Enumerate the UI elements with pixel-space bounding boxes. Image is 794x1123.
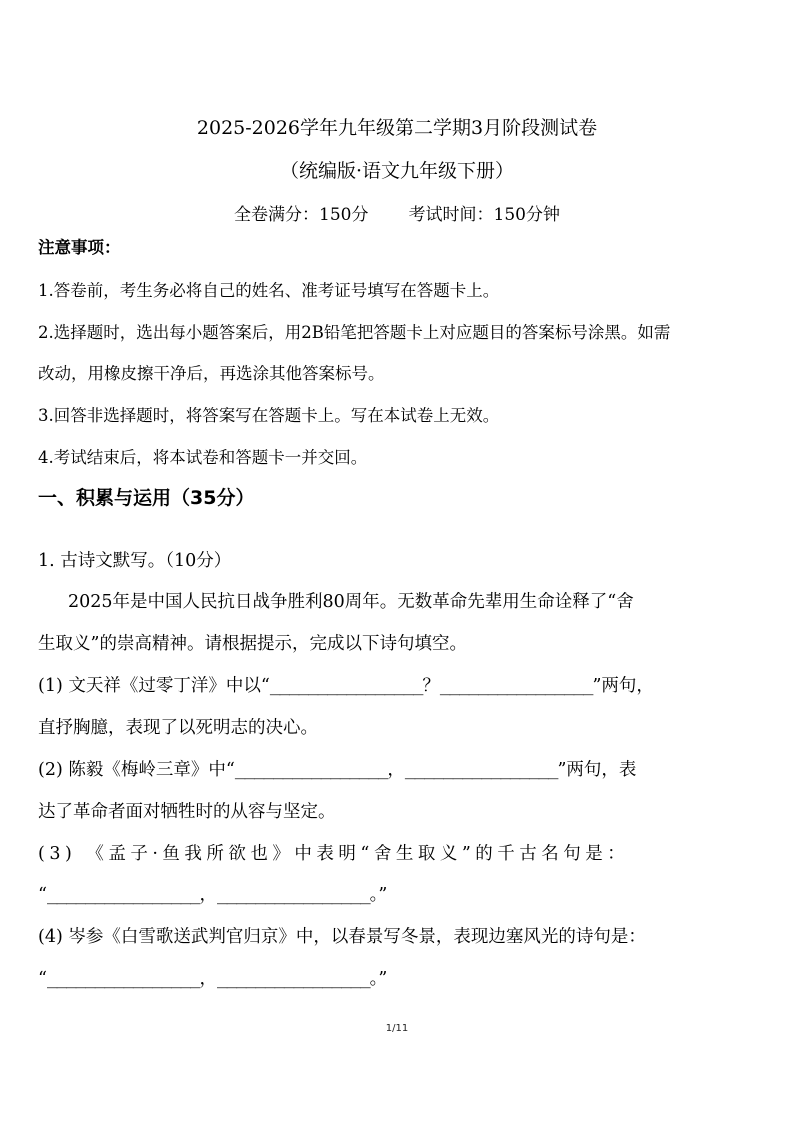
question-1-sub-2 xyxy=(38,757,758,783)
page-number: 1/11 xyxy=(385,1023,409,1034)
question-1-sub-3-answer xyxy=(38,882,758,908)
answer-blank[interactable]: ________________ xyxy=(439,676,593,696)
sub-2-mid: ， xyxy=(387,760,405,780)
question-1-title: 1. 古诗文默写。（10分） xyxy=(38,551,232,571)
sub-3-mid: ， xyxy=(199,885,218,905)
sub-2-suffix: ”两句，表 xyxy=(557,760,637,780)
answer-blank[interactable]: ________________ xyxy=(46,969,200,989)
full-score: 全卷满分：150分 xyxy=(234,205,369,225)
notice-item-4: 4.考试结束后，将本试卷和答题卡一并交回。 xyxy=(38,448,368,467)
sub-3-open-quote: “ xyxy=(38,885,47,905)
question-1-intro-line-2: 生取义”的崇高精神。请根据提示，完成以下诗句填空。 xyxy=(38,634,467,654)
sub-4-mid: ， xyxy=(199,969,218,989)
answer-blank[interactable]: ________________ xyxy=(217,885,370,905)
sub-1-mid: ？ xyxy=(422,676,440,696)
exam-time: 考试时间：150分钟 xyxy=(408,205,560,225)
exam-title: 2025-2026学年九年级第二学期3月阶段测试卷 xyxy=(196,117,598,139)
exam-meta xyxy=(0,202,794,228)
question-1-sub-1 xyxy=(38,673,758,699)
sub-4-open-quote: “ xyxy=(38,969,47,989)
answer-blank[interactable]: ________________ xyxy=(217,969,370,989)
question-1-sub-4-answer xyxy=(38,966,758,992)
question-1-intro-line-1: 2025年是中国人民抗日战争胜利80周年。无数革命先辈用生命诠释了“舍 xyxy=(68,592,634,612)
sub-1-prefix: (1) 文天祥《过零丁洋》中以“ xyxy=(38,676,270,696)
answer-blank[interactable]: ________________ xyxy=(404,760,558,780)
question-1-sub-4: (4) 岑参《白雪歌送武判官归京》中，以春景写冬景，表现边塞风光的诗句是： xyxy=(38,927,646,947)
question-1-sub-2-cont: 达了革命者面对牺牲时的从容与坚定。 xyxy=(38,802,336,822)
question-1-sub-3: (3) 《孟子·鱼我所欲也》中表明“舍生取义”的千古名句是： xyxy=(38,844,630,864)
notice-item-1: 1.答卷前，考生务必将自己的姓名、准考证号填写在答题卡上。 xyxy=(38,281,500,300)
question-1-sub-1-cont: 直抒胸臆，表现了以死明志的决心。 xyxy=(38,718,318,738)
answer-blank[interactable]: ________________ xyxy=(269,676,423,696)
exam-subtitle: （统编版·语文九年级下册） xyxy=(279,160,515,182)
sub-1-suffix: ”两句， xyxy=(592,676,654,696)
sub-2-prefix: (2) 陈毅《梅岭三章》中“ xyxy=(38,760,235,780)
notice-item-2: 2.选择题时，选出每小题答案后，用2B铅笔把答题卡上对应题目的答案标号涂黑。如需 xyxy=(38,323,671,342)
section-title: 一、积累与运用（35分） xyxy=(38,487,255,509)
answer-blank[interactable]: ________________ xyxy=(46,885,200,905)
notice-title: 注意事项： xyxy=(38,238,121,257)
sub-4-close-quote: 。” xyxy=(369,969,388,989)
sub-3-close-quote: 。” xyxy=(369,885,388,905)
notice-item-3: 3.回答非选择题时，将答案写在答题卡上。写在本试卷上无效。 xyxy=(38,406,500,425)
answer-blank[interactable]: ________________ xyxy=(234,760,388,780)
notice-item-2-cont: 改动，用橡皮擦干净后，再选涂其他答案标号。 xyxy=(38,364,385,383)
